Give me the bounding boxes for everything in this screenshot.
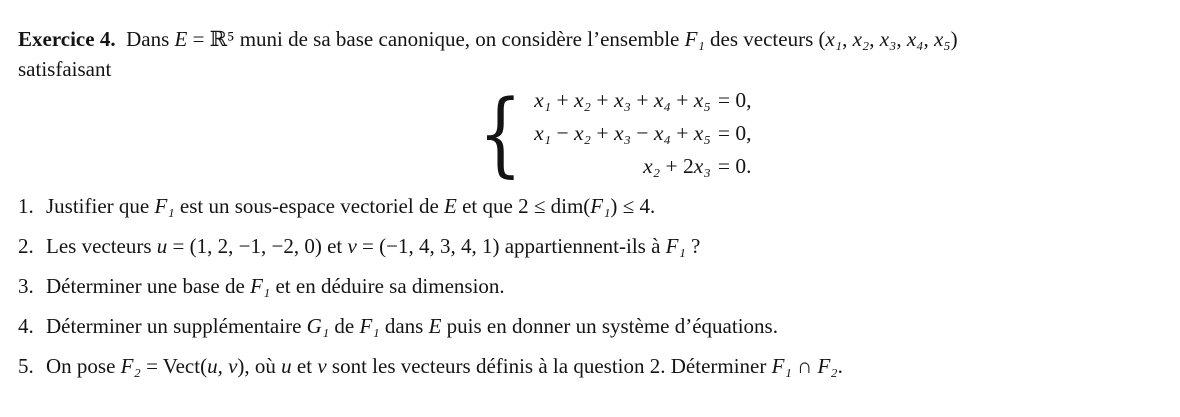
- text-segment: +: [670, 88, 694, 112]
- text-segment: F₁: [771, 354, 792, 378]
- text-segment: x₃: [613, 88, 631, 112]
- text-segment: x₁: [825, 27, 843, 51]
- question-1-number: 1.: [18, 194, 34, 218]
- text-segment: = ℝ⁵ muni de sa base canonique, on considère l’ensemble: [187, 27, 685, 51]
- text-segment: Déterminer un supplémentaire: [46, 314, 307, 338]
- text-segment: F₁: [359, 314, 380, 338]
- text-segment: sont les vecteurs définis à la question 2. Déterminer: [326, 354, 772, 378]
- text-segment: −: [630, 121, 654, 145]
- text-segment: E: [174, 27, 188, 51]
- exercise-statement-line-2: [18, 54, 1160, 84]
- text-segment: +: [630, 88, 654, 112]
- equation-3-rhs: [711, 150, 752, 183]
- text-segment: des vecteurs (: [704, 27, 826, 51]
- text-segment: +: [591, 121, 614, 145]
- text-segment: de: [329, 314, 360, 338]
- equation-system: [18, 79, 1160, 187]
- text-segment: puis en donner un système d’équations.: [441, 314, 778, 338]
- question-2-text: [46, 235, 700, 258]
- text-segment: Exercice 4.: [18, 27, 116, 51]
- text-segment: F₂: [120, 354, 141, 378]
- equation-2-lhs: [534, 117, 711, 150]
- text-segment: ,: [869, 27, 880, 51]
- text-segment: u: [281, 354, 292, 378]
- text-segment: x₂: [574, 88, 592, 112]
- text-segment: = Vect(: [140, 354, 208, 378]
- text-segment: et en déduire sa dimension.: [270, 274, 505, 298]
- text-segment: F₁: [665, 234, 686, 258]
- text-segment: +: [551, 88, 575, 112]
- text-segment: ), où: [237, 354, 282, 378]
- text-segment: = 0.: [717, 154, 752, 178]
- text-segment: Les vecteurs: [46, 234, 157, 258]
- text-segment: = (−1, 4, 3, 4, 1) appartiennent-ils à: [356, 234, 666, 258]
- text-segment: x₅: [693, 88, 711, 112]
- text-segment: +: [670, 121, 694, 145]
- text-segment: x₅: [933, 27, 951, 51]
- question-1: [18, 195, 1160, 218]
- text-segment: +: [591, 88, 614, 112]
- text-segment: x₁: [534, 88, 552, 112]
- question-5-number: 5.: [18, 354, 34, 378]
- text-segment: Déterminer une base de: [46, 274, 251, 298]
- text-segment: ,: [896, 27, 907, 51]
- text-segment: x₂: [643, 154, 661, 178]
- equation-1-lhs: [534, 84, 711, 117]
- text-segment: x₄: [906, 27, 924, 51]
- text-segment: dans: [379, 314, 429, 338]
- text-segment: On pose: [46, 354, 121, 378]
- text-segment: x₃: [613, 121, 631, 145]
- text-segment: E: [444, 194, 457, 218]
- question-4: [18, 315, 1160, 338]
- text-segment: = (1, 2, −1, −2, 0) et: [167, 234, 348, 258]
- text-segment: v: [347, 234, 357, 258]
- text-segment: F₂: [817, 354, 838, 378]
- question-3-text: [46, 275, 505, 298]
- text-segment: u: [156, 234, 168, 258]
- equation-rows: [534, 84, 751, 183]
- text-segment: x₃: [693, 154, 711, 178]
- exercise-statement-line-1: [18, 24, 1160, 54]
- text-segment: x₂: [852, 27, 870, 51]
- text-segment: ,: [923, 27, 934, 51]
- question-3: [18, 275, 1160, 298]
- text-segment: v: [317, 354, 327, 378]
- text-segment: x₁: [534, 121, 552, 145]
- text-segment: x₃: [879, 27, 897, 51]
- text-segment: −: [551, 121, 575, 145]
- text-segment: x₄: [653, 121, 671, 145]
- text-segment: et: [291, 354, 318, 378]
- text-segment: est un sous-espace vectoriel de: [174, 194, 445, 218]
- text-segment: F₁: [590, 194, 611, 218]
- text-segment: .: [837, 354, 843, 378]
- question-4-number: 4.: [18, 314, 34, 338]
- text-segment: + 2: [660, 154, 694, 178]
- text-segment: ∩: [791, 354, 818, 378]
- text-segment: x₄: [653, 88, 671, 112]
- question-4-text: [46, 315, 778, 338]
- equation-system-body: { x₁ + x₂ + x₃ + x₄ + x₅ = 0, x₁ − x₂ + x₃ − x₄ + x₅ = 0, x₂ + 2x₃ = 0.: [477, 79, 752, 187]
- question-1-text: [46, 195, 655, 218]
- equation-2-rhs: [711, 117, 752, 150]
- equation-1-rhs: [711, 84, 752, 117]
- text-segment: x₂: [574, 121, 592, 145]
- text-segment: = 0,: [717, 88, 752, 112]
- text-segment: Justifier que: [46, 194, 155, 218]
- text-segment: ) ≤ 4.: [610, 194, 656, 218]
- text-segment: u, v: [207, 354, 238, 378]
- text-segment: E: [428, 314, 442, 338]
- text-segment: F₁: [154, 194, 175, 218]
- text-segment: ?: [685, 234, 701, 258]
- question-2: [18, 235, 1160, 258]
- question-list: [18, 195, 1160, 378]
- question-2-number: 2.: [18, 234, 34, 258]
- text-segment: ): [950, 27, 958, 51]
- question-5-text: [46, 355, 843, 378]
- text-segment: satisfaisant: [18, 57, 112, 81]
- question-5: [18, 355, 1160, 378]
- equation-3-lhs: [534, 150, 711, 183]
- text-segment: G₁: [306, 314, 330, 338]
- question-3-number: 3.: [18, 274, 34, 298]
- text-segment: ,: [842, 27, 853, 51]
- text-segment: Dans: [115, 27, 175, 51]
- text-segment: F₁: [250, 274, 271, 298]
- text-segment: F₁: [684, 27, 705, 51]
- text-segment: x₅: [693, 121, 711, 145]
- text-segment: = 0,: [717, 121, 752, 145]
- text-segment: et que 2 ≤ dim(: [456, 194, 591, 218]
